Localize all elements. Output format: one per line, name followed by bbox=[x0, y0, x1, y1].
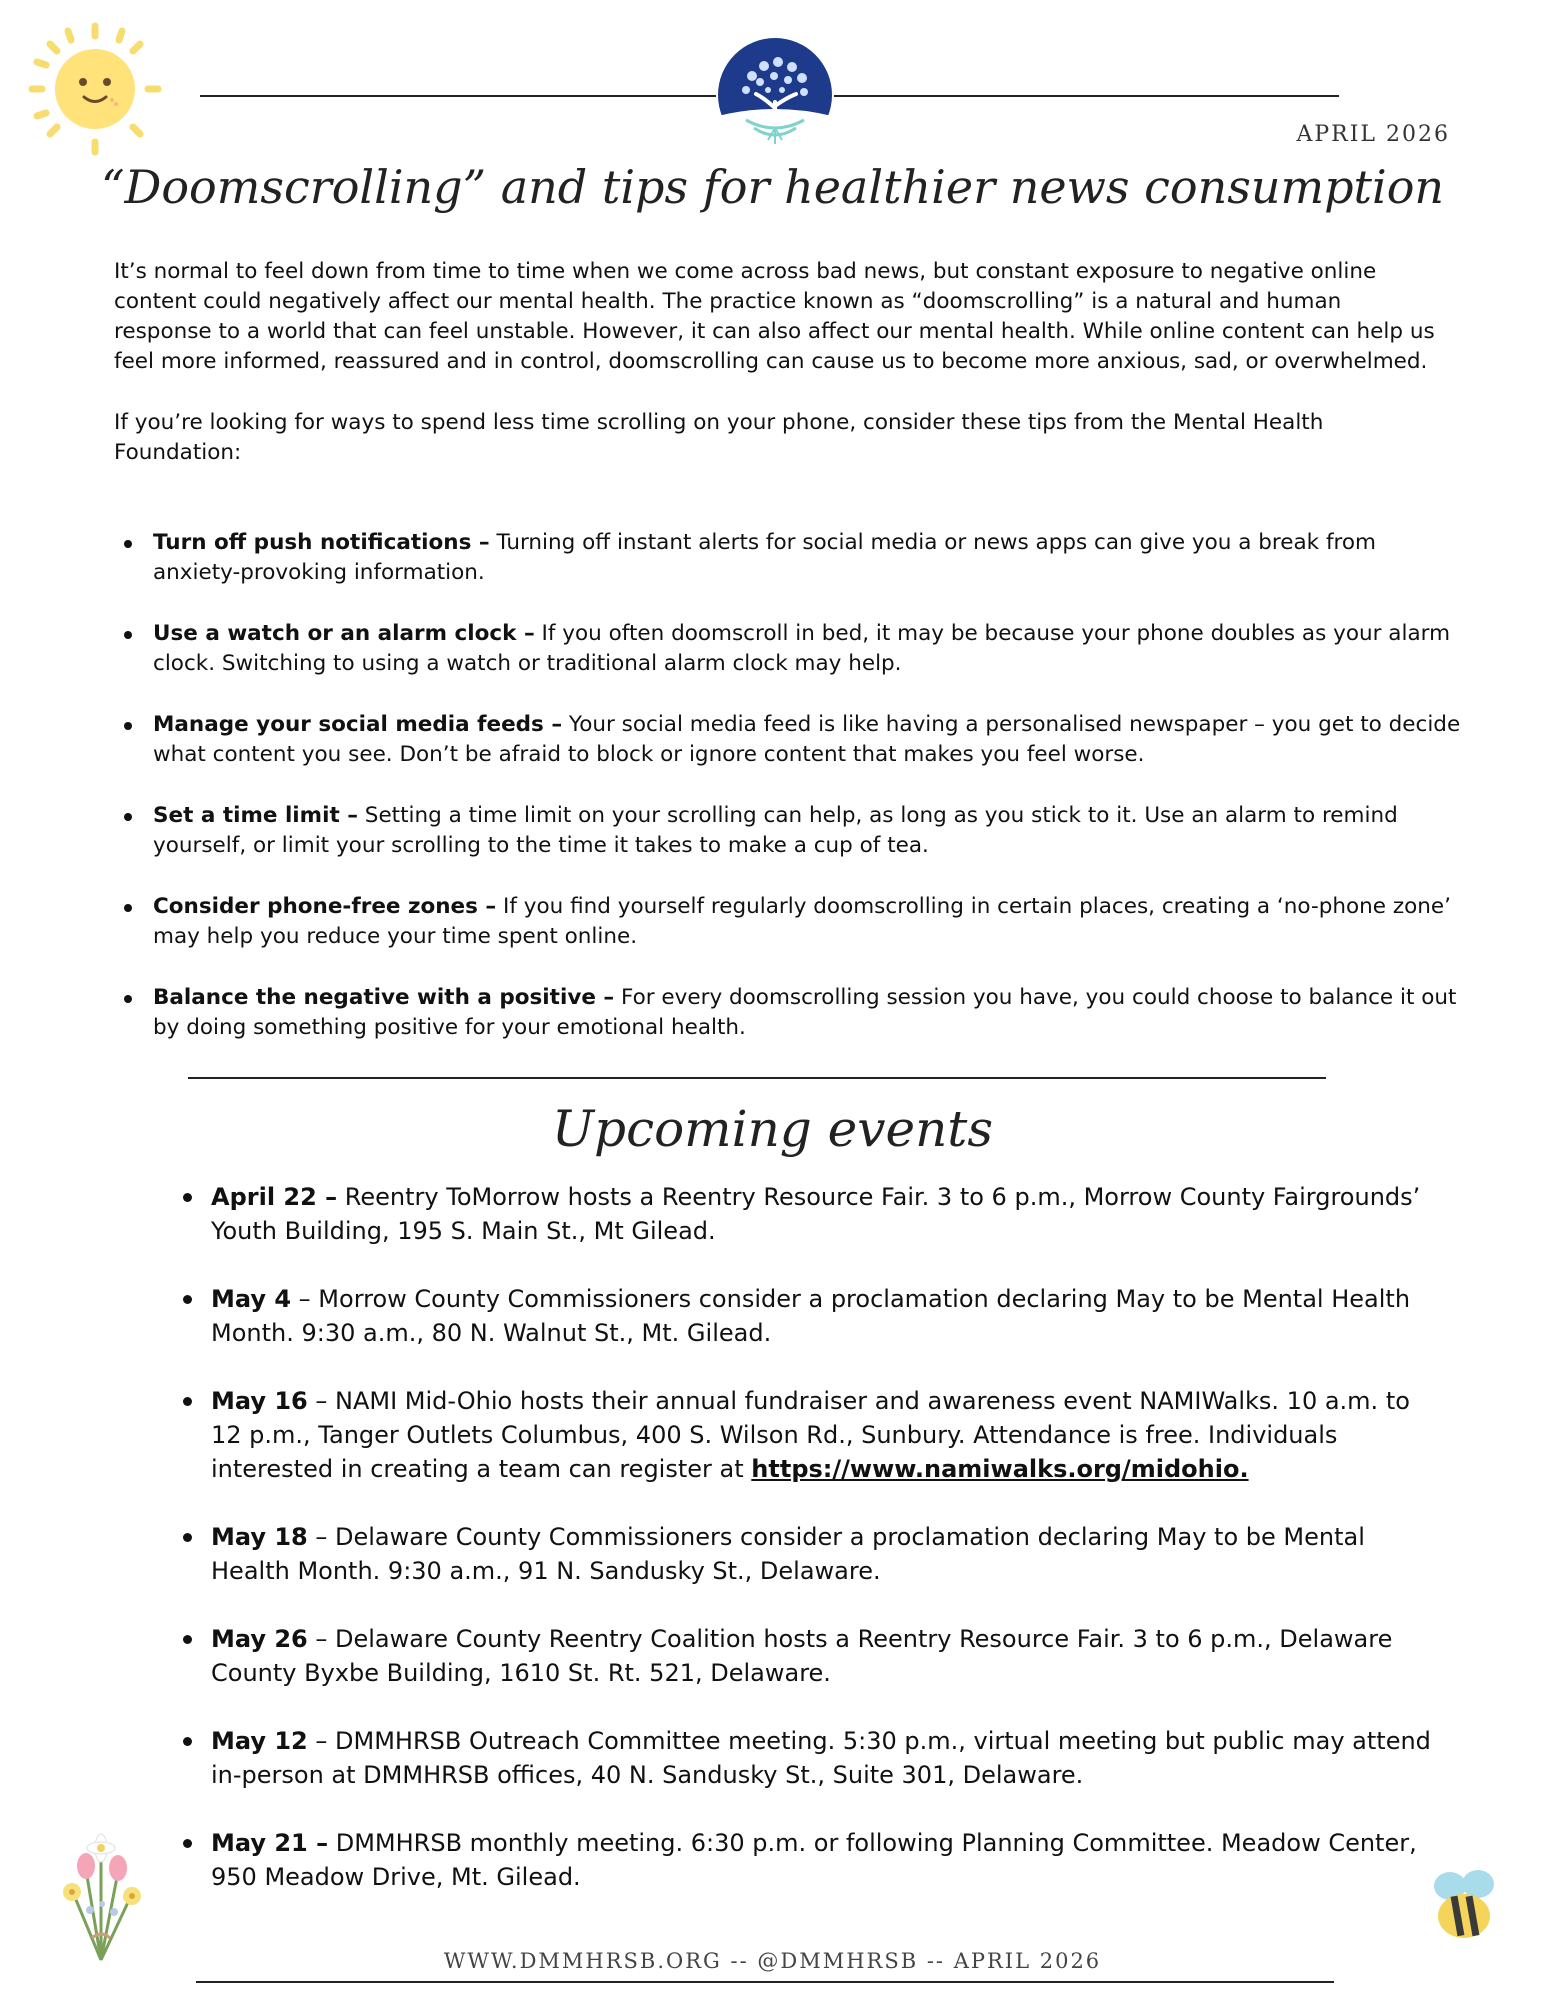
tips-list bbox=[120, 528, 1465, 1074]
tip-item bbox=[120, 801, 1465, 861]
tip-text: Turning off instant alerts for social media or news apps can give you a break from anxiety-provoking information. bbox=[153, 530, 1377, 585]
event-text: – DMMHRSB Outreach Committee meeting. 5:30 p.m., virtual meeting but public may attend in-person at DMMHRSB offices, 40 N. Sandusky St., Suite 301, Delaware. bbox=[211, 1727, 1431, 1789]
event-text: Reentry ToMorrow hosts a Reentry Resource Fair. 3 to 6 p.m., Morrow County Fairgrounds’ Youth Building, 195 S. Main St., Mt Gilead. bbox=[211, 1183, 1421, 1245]
flower-bouquet-illustration bbox=[46, 1800, 156, 1968]
bee-illustration bbox=[1424, 1866, 1506, 1944]
events-heading: Upcoming events bbox=[551, 1100, 994, 1158]
tip-item bbox=[120, 619, 1465, 679]
tip-text: If you find yourself regularly doomscrolling in certain places, creating a ‘no-phone zone’ may help you reduce your time spent online. bbox=[153, 894, 1451, 949]
event-text: – Morrow County Commissioners consider a proclamation declaring May to be Mental Health Month. 9:30 a.m., 80 N. Walnut St., Mt. Gilead. bbox=[211, 1285, 1411, 1347]
tip-text: For every doomscrolling session you have, you could choose to balance it out by doing something positive for your emotional health. bbox=[153, 985, 1457, 1040]
tip-text: Setting a time limit on your scrolling can help, as long as you stick to it. Use an alarm to remind yourself, or limit your scrolling to the time it takes to make a cup of tea. bbox=[153, 803, 1398, 858]
section-divider bbox=[188, 1077, 1326, 1079]
tip-item bbox=[120, 892, 1465, 952]
event-item bbox=[180, 1180, 1435, 1248]
event-date: May 12 bbox=[211, 1727, 308, 1755]
tip-text: Your social media feed is like having a personalised newspaper – you get to decide what content you see. Don’t be afraid to block or ignore content that makes you feel worse. bbox=[153, 712, 1461, 767]
tip-text: If you often doomscroll in bed, it may be because your phone doubles as your alarm clock. Switching to using a watch or traditional alarm clock may help. bbox=[153, 621, 1451, 676]
event-date: May 18 bbox=[211, 1523, 308, 1551]
event-text: – Delaware County Reentry Coalition hosts a Reentry Resource Fair. 3 to 6 p.m., Delaware County Byxbe Building, 1610 St. Rt. 521, Delaware. bbox=[211, 1625, 1393, 1687]
tip-title: Turn off push notifications – bbox=[153, 530, 490, 555]
event-text: DMMHRSB monthly meeting. 6:30 p.m. or following Planning Committee. Meadow Center, 950 Meadow Drive, Mt. Gilead. bbox=[211, 1829, 1417, 1891]
event-date: May 26 bbox=[211, 1625, 308, 1653]
tip-item bbox=[120, 528, 1465, 588]
namiwalks-link[interactable]: https://www.namiwalks.org/midohio. bbox=[751, 1455, 1249, 1483]
intro-paragraph: If you’re looking for ways to spend less time scrolling on your phone, consider these tips from the Mental Health Foundation: bbox=[114, 410, 1324, 465]
event-item bbox=[180, 1282, 1435, 1350]
sun-illustration bbox=[28, 22, 162, 156]
page-title: “Doomscrolling” and tips for healthier news consumption bbox=[100, 160, 1445, 214]
issue-date: APRIL 2026 bbox=[1296, 122, 1450, 147]
event-item bbox=[180, 1384, 1435, 1486]
event-date: April 22 – bbox=[211, 1183, 338, 1211]
event-text: – Delaware County Commissioners consider a proclamation declaring May to be Mental Health Month. 9:30 a.m., 91 N. Sandusky St., Delaware. bbox=[211, 1523, 1365, 1585]
intro-text bbox=[114, 257, 1444, 499]
tip-title: Use a watch or an alarm clock – bbox=[153, 621, 535, 646]
tip-title: Balance the negative with a positive – bbox=[153, 985, 615, 1010]
event-item bbox=[180, 1826, 1435, 1894]
tip-item bbox=[120, 983, 1465, 1043]
intro-paragraph: It’s normal to feel down from time to time when we come across bad news, but constant exposure to negative online content could negatively affect our mental health. The practice known as “doomscrolling” is a natural and human response to a world that can feel unstable. However, it can also affect our mental health. While online content can help us feel more informed, reassured and in control, doomscrolling can cause us to become more anxious, sad, or overwhelmed. bbox=[114, 259, 1435, 374]
event-item bbox=[180, 1520, 1435, 1588]
tree-logo bbox=[716, 36, 834, 154]
event-text: – NAMI Mid-Ohio hosts their annual fundraiser and awareness event NAMIWalks. 10 a.m. to 12 p.m., Tanger Outlets Columbus, 400 S. Wilson Rd., Sunbury. Attendance is free. Individuals interested in creating a team can register at bbox=[211, 1387, 1410, 1483]
event-date: May 21 – bbox=[211, 1829, 329, 1857]
header-rule-left bbox=[200, 95, 716, 97]
tip-item bbox=[120, 710, 1465, 770]
header-rule-right bbox=[834, 95, 1339, 97]
tip-title: Consider phone-free zones – bbox=[153, 894, 497, 919]
footer-rule bbox=[196, 1981, 1334, 1983]
tip-title: Set a time limit – bbox=[153, 803, 358, 828]
event-item bbox=[180, 1724, 1435, 1792]
footer: WWW.DMMHRSB.ORG -- @DMMHRSB -- APRIL 2026 bbox=[443, 1949, 1102, 1973]
event-item bbox=[180, 1622, 1435, 1690]
events-list bbox=[180, 1180, 1435, 1928]
tip-title: Manage your social media feeds – bbox=[153, 712, 563, 737]
event-date: May 4 bbox=[211, 1285, 292, 1313]
event-date: May 16 bbox=[211, 1387, 308, 1415]
